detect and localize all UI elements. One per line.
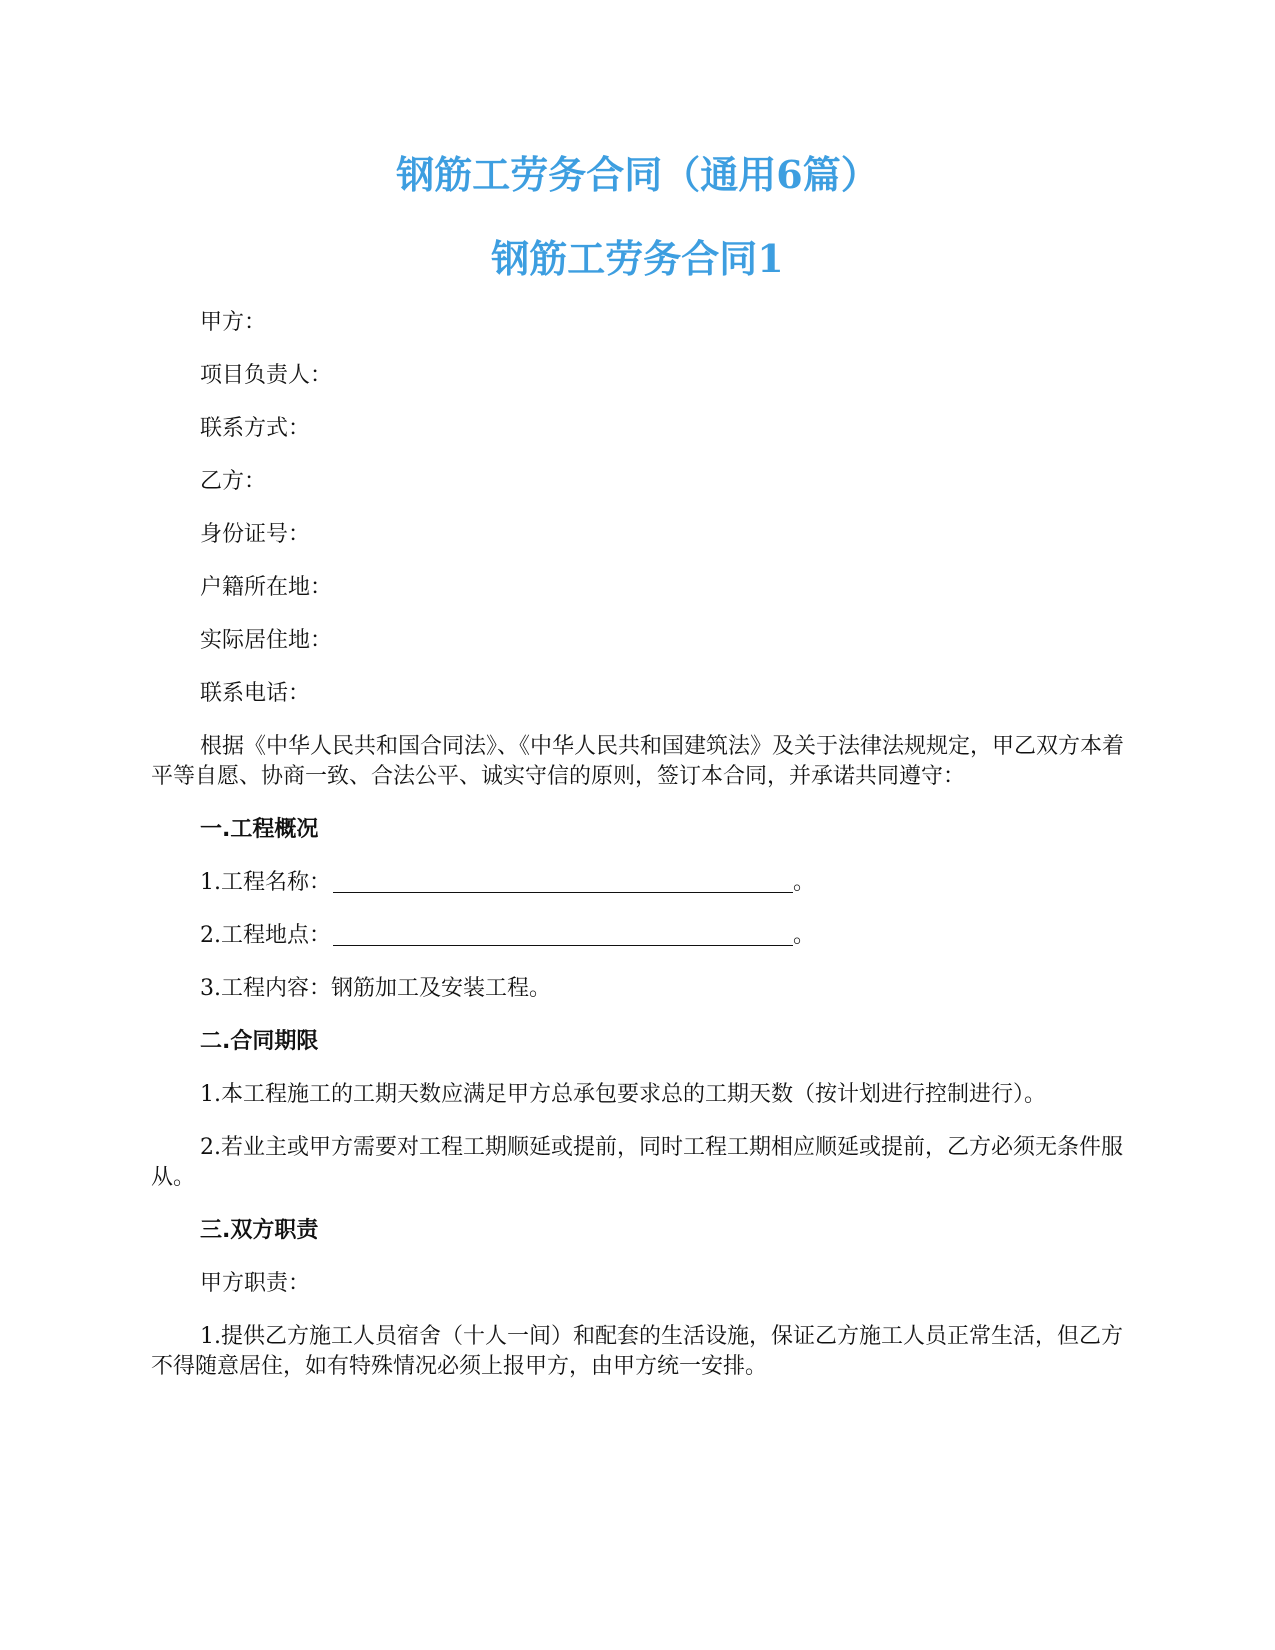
project-location-line bbox=[151, 921, 1126, 951]
field-contact-method: 联系方式： bbox=[200, 416, 311, 441]
project-name-label: 1.工程名称： bbox=[200, 870, 331, 895]
project-name-end: 。 bbox=[793, 870, 816, 895]
section-2-heading: 二.合同期限 bbox=[200, 1029, 319, 1054]
project-location-blank bbox=[333, 921, 793, 946]
field-household-registration: 户籍所在地： bbox=[200, 575, 333, 600]
document-title: 钢筋工劳务合同（通用6篇） bbox=[396, 152, 879, 197]
section-1-heading: 一.工程概况 bbox=[200, 817, 319, 842]
field-project-manager: 项目负责人： bbox=[200, 363, 333, 388]
section-3-heading: 三.双方职责 bbox=[200, 1218, 319, 1243]
project-location-end: 。 bbox=[793, 923, 816, 948]
project-location-label: 2.工程地点： bbox=[200, 923, 331, 948]
term-item-2: 2.若业主或甲方需要对工程工期顺延或提前，同时工程工期相应顺延或提前，乙方必须无条件服从。 bbox=[151, 1135, 1123, 1190]
field-phone: 联系电话： bbox=[200, 681, 311, 706]
document-subtitle: 钢筋工劳务合同1 bbox=[491, 236, 784, 281]
project-name-line bbox=[151, 868, 1126, 898]
intro-paragraph: 根据《中华人民共和国合同法》、《中华人民共和国建筑法》及关于法律法规规定，甲乙双方本着平等自愿、协商一致、合法公平、诚实守信的原则，签订本合同，并承诺共同遵守： bbox=[151, 734, 1125, 789]
party-a-duties-label: 甲方职责： bbox=[200, 1271, 311, 1296]
project-name-blank bbox=[333, 868, 793, 893]
duty-item-1: 1.提供乙方施工人员宿舍（十人一间）和配套的生活设施，保证乙方施工人员正常生活，但乙方不得随意居住，如有特殊情况必须上报甲方，由甲方统一安排。 bbox=[151, 1324, 1123, 1379]
field-id-number: 身份证号： bbox=[200, 522, 311, 547]
field-party-a: 甲方： bbox=[200, 310, 267, 335]
project-content-line: 3.工程内容：钢筋加工及安装工程。 bbox=[200, 976, 551, 1001]
field-party-b: 乙方： bbox=[200, 469, 267, 494]
term-item-1: 1.本工程施工的工期天数应满足甲方总承包要求总的工期天数（按计划进行控制进行）。 bbox=[200, 1082, 1046, 1107]
document-body bbox=[151, 308, 1126, 1405]
field-actual-residence: 实际居住地： bbox=[200, 628, 333, 653]
